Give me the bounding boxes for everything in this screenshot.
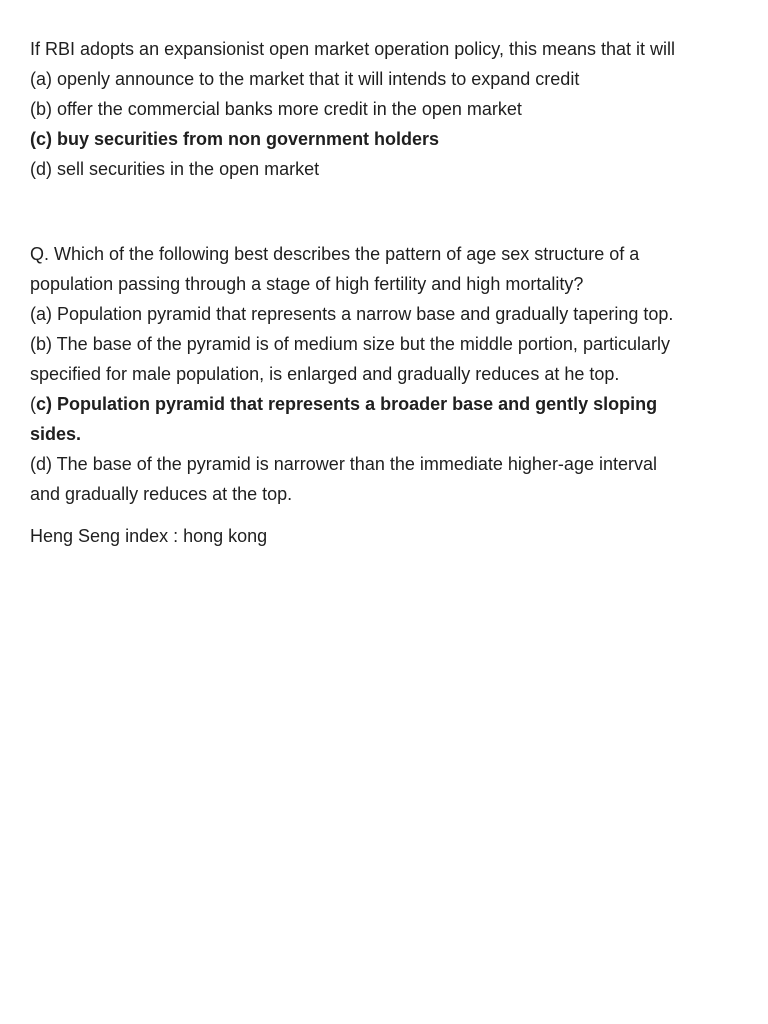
- pyramid-option-c-line-1: [30, 389, 738, 419]
- pyramid-option-b-line-1: (b) The base of the pyramid is of medium size but the middle portion, particularly: [30, 334, 670, 354]
- rbi-option-b: (b) offer the commercial banks more credit in the open market: [30, 99, 522, 119]
- heng-seng-note: Heng Seng index : hong kong: [30, 526, 268, 546]
- pyramid-option-c-prefix: (: [30, 394, 36, 414]
- rbi-question-text: If RBI adopts an expansionist open market operation policy, this means that it will: [30, 39, 676, 59]
- pyramid-option-b-line-2: specified for male population, is enlarged and gradually reduces at he top.: [30, 364, 620, 384]
- pyramid-question-block: [30, 239, 738, 509]
- rbi-option-c-answer: (c) buy securities from non government holders: [30, 129, 440, 149]
- pyramid-question-line-1: Q. Which of the following best describes the pattern of age sex structure of a: [30, 244, 640, 264]
- rbi-option-d: (d) sell securities in the open market: [30, 159, 320, 179]
- rbi-question-block: [30, 34, 738, 184]
- rbi-option-a: (a) openly announce to the market that it will intends to expand credit: [30, 69, 580, 89]
- pyramid-option-d-line-2: and gradually reduces at the top.: [30, 484, 293, 504]
- pyramid-option-c-answer-text: c) Population pyramid that represents a broader base and gently sloping: [36, 394, 658, 414]
- pyramid-option-c-line-2: sides.: [30, 424, 82, 444]
- pyramid-option-d-line-1: (d) The base of the pyramid is narrower than the immediate higher-age interval: [30, 454, 657, 474]
- pyramid-question-line-2: population passing through a stage of high fertility and high mortality?: [30, 274, 584, 294]
- pyramid-option-a: (a) Population pyramid that represents a narrow base and gradually tapering top.: [30, 304, 674, 324]
